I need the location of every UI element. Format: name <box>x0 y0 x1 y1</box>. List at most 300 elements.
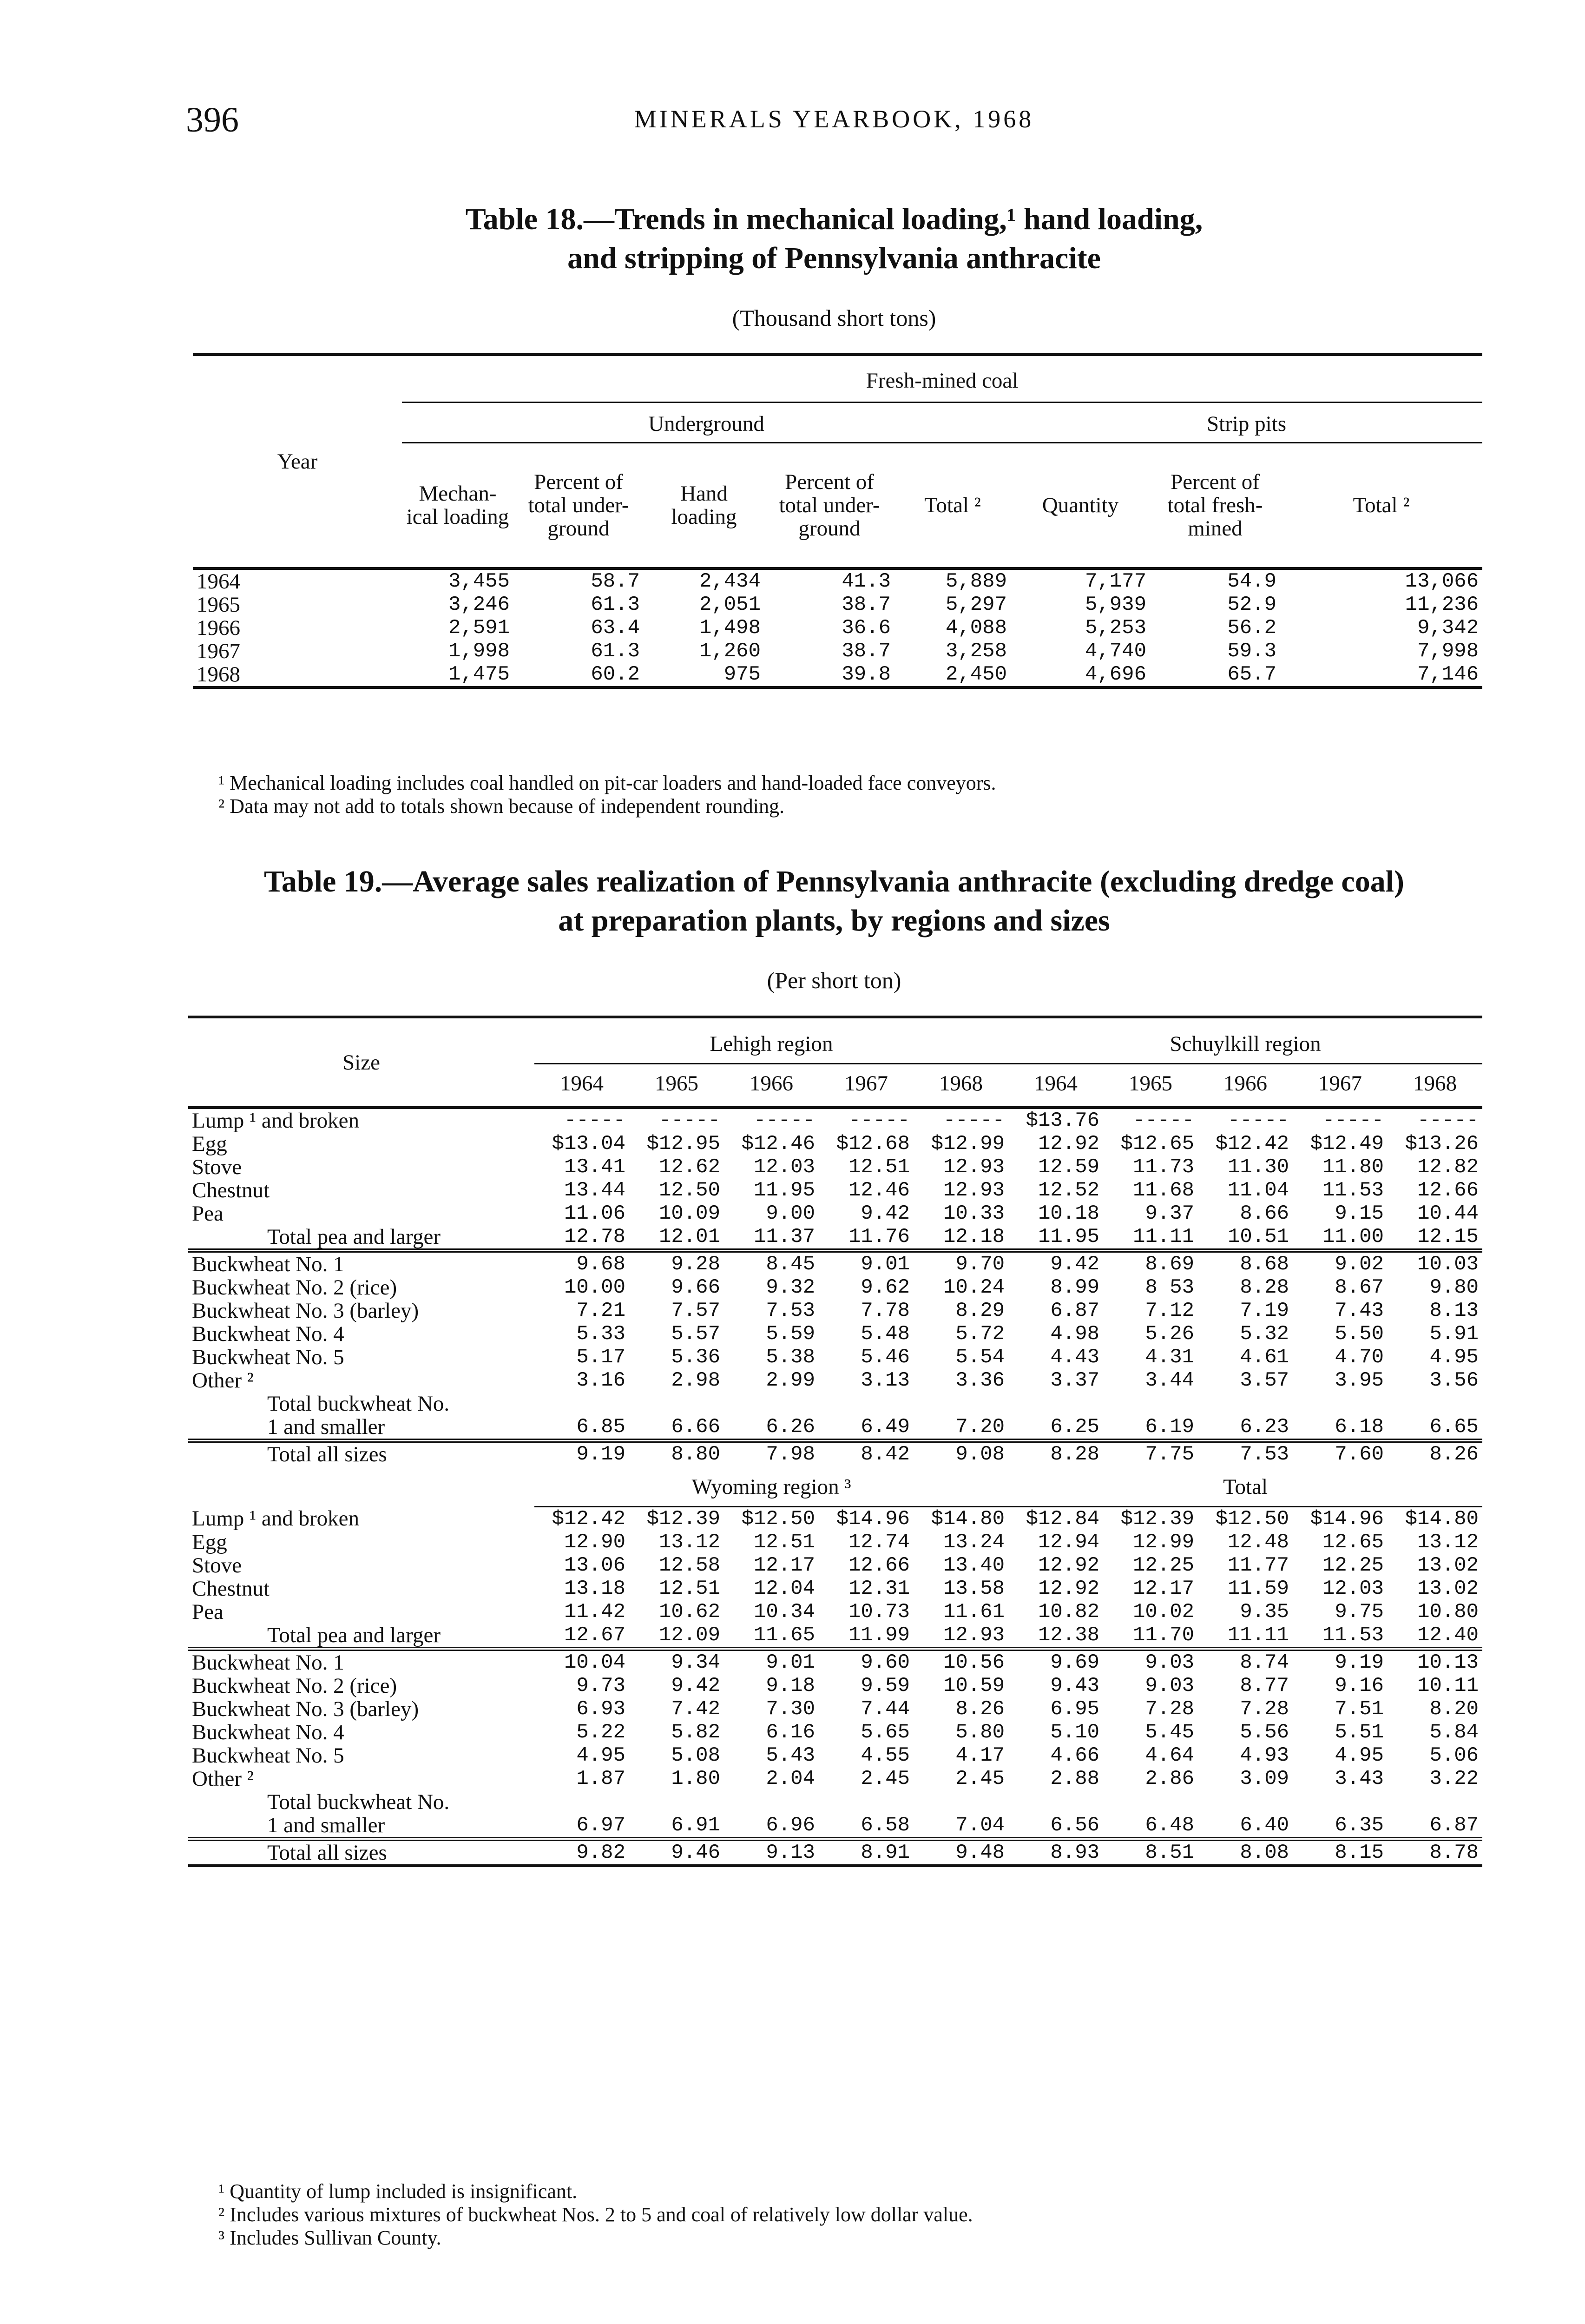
table19-s2-group2-row-value: 9.60 <box>861 1651 910 1674</box>
table18-cell-strip_qty: 5,939 <box>1085 593 1146 616</box>
table19-s1-group1-row-value: ----- <box>1417 1109 1479 1132</box>
table19-s2-total-all-row-value: 8.08 <box>1240 1841 1289 1864</box>
table19-s1-group2-row-label: Buckwheat No. 3 (barley) <box>192 1299 419 1322</box>
table18-cell-mech_pct: 61.3 <box>591 593 640 616</box>
table19-s1-group1-row-value: 9.37 <box>1145 1202 1195 1225</box>
table18-fresh-mined-header: Fresh-mined coal <box>402 355 1482 403</box>
table19-s1-group1-row <box>188 1132 1482 1155</box>
table19-s2-total-all-row-value: 8.15 <box>1335 1841 1384 1864</box>
table18-cell-mech: 2,591 <box>448 616 510 640</box>
table19-s1-total-all-row-value: 8.80 <box>671 1443 720 1466</box>
table18-cell-total_ug: 2,450 <box>945 662 1007 686</box>
table19-s2-group2-row-value: 9.59 <box>861 1674 910 1697</box>
table19-s2-group2-row <box>188 1767 1482 1790</box>
table19-s2-group1-row-value: 12.92 <box>1038 1554 1100 1577</box>
table19-s2-total-pea-row-value: 11.99 <box>848 1624 910 1647</box>
table18-total-header: Total ² <box>1353 493 1410 517</box>
table19-s2-total-buckwheat-blank <box>1198 1790 1293 1814</box>
table19-s2-group2-row-value: 9.69 <box>1050 1651 1100 1674</box>
table19-s2-group1-row-value: 13.40 <box>943 1554 1005 1577</box>
table19-s1-group2-row-value: 2.98 <box>671 1369 720 1392</box>
table19-s2-group1-row-value: 13.18 <box>564 1577 625 1600</box>
table19-s1-group1-row-value: $13.04 <box>552 1132 625 1155</box>
table19-s1-group2-row-value: 9.32 <box>766 1276 815 1299</box>
table19-s1-group2-row-value: 8.99 <box>1050 1276 1100 1299</box>
table19-s2-group1-row-value: $12.50 <box>1215 1507 1289 1531</box>
table18-cell-total_ug: 5,297 <box>945 593 1007 616</box>
table19-s2-group2-row-value: 5.56 <box>1240 1721 1289 1744</box>
table19-s2-total-all-row-value: 8.51 <box>1145 1841 1195 1864</box>
table19-s2-total-pea-row-value: 11.70 <box>1133 1624 1195 1647</box>
table19-s2-group1-row-value: $14.96 <box>1310 1507 1384 1531</box>
table19-s1-group1-row-value: 12.92 <box>1038 1132 1100 1155</box>
table18-cell-total: 11,236 <box>1405 593 1479 616</box>
table19-s2-group1-row-value: 12.66 <box>848 1554 910 1577</box>
table19-s2-group2-row-value: 7.42 <box>671 1697 720 1721</box>
table19-s2-total-buckwheat-blank <box>914 1790 1008 1814</box>
table19-s1-group2-row-value: 6.87 <box>1050 1299 1100 1322</box>
table18-year-cell: 1965 <box>197 593 240 616</box>
table18-row-1967 <box>193 640 1482 663</box>
table18-cell-hand: 2,434 <box>699 569 761 593</box>
table18-cell-hand_pct: 38.7 <box>842 639 891 663</box>
table19-s2-group2-row <box>188 1721 1482 1744</box>
table19-s1-group1-row-value: 12.51 <box>848 1155 910 1179</box>
table19-s1-total-all-row <box>188 1441 1482 1466</box>
table19-s2-group2-row-value: 6.93 <box>576 1697 625 1721</box>
table19-s1-group2-row-value: 8.29 <box>955 1299 1005 1322</box>
table19-s2-group1-row-value: 12.04 <box>753 1577 815 1600</box>
table19-s2-total-buckwheat-blank <box>1388 1790 1482 1814</box>
table19-s2-group2-row-value: 4.93 <box>1240 1744 1289 1767</box>
table19-year-header: 1967 <box>844 1071 888 1096</box>
table19-s1-total-all-row-value: 8.28 <box>1050 1443 1100 1466</box>
table18-hand-loading-header: Hand loading <box>671 481 737 529</box>
table19-s1-group2-row-value: 4.95 <box>1429 1346 1479 1369</box>
table18-cell-mech: 3,246 <box>448 593 510 616</box>
table18-cell-total: 7,998 <box>1417 639 1479 663</box>
table19-s2-group2-row-value: 7.28 <box>1145 1697 1195 1721</box>
table19-s2-group1-row-value: 10.34 <box>753 1600 815 1624</box>
table19-s1-group2-row-label: Buckwheat No. 1 <box>192 1252 344 1276</box>
table19-s2-group2-row-value: 9.19 <box>1335 1651 1384 1674</box>
table19-s2-group1-row-value: 9.35 <box>1240 1600 1289 1624</box>
table19-s1-total-buckwheat-blank <box>1008 1392 1103 1415</box>
table19-s1-total-buckwheat-blank <box>534 1392 629 1415</box>
table19-s2-group1-row <box>188 1531 1482 1554</box>
table19-s2-total-all-row-value: 9.13 <box>766 1841 815 1864</box>
table19-s1-group1-row-value: 12.50 <box>658 1179 720 1202</box>
table19-s2-group1-row-label: Lump ¹ and broken <box>192 1506 359 1531</box>
table19-s2-total-all-row-label: Total all sizes <box>267 1841 387 1865</box>
table19-s2-group1-row-value: $12.50 <box>741 1507 815 1531</box>
table19-s1-group2-row-value: 3.36 <box>955 1369 1005 1392</box>
table18-cell-mech: 3,455 <box>448 569 510 593</box>
table19-s1-group1-row <box>188 1108 1482 1132</box>
table19-s1-group1-row-value: 9.00 <box>766 1202 815 1225</box>
table19-s2-group2-row-value: 9.73 <box>576 1674 625 1697</box>
table18-row-1964 <box>193 568 1482 593</box>
table19-s1-total-pea-row-value: 11.11 <box>1133 1225 1195 1248</box>
table19-s2-group2-row-value: 9.42 <box>671 1674 720 1697</box>
table19-s2-group1-row-label: Stove <box>192 1554 242 1577</box>
table18-year-cell: 1966 <box>197 616 240 640</box>
table19-s1-group1-row-value: 12.93 <box>943 1179 1005 1202</box>
table19-s1-group1-row-value: ----- <box>1133 1109 1195 1132</box>
table19-s2-group1-row-value: 12.99 <box>1133 1531 1195 1554</box>
table19-s2-group2-row-value: 7.44 <box>861 1697 910 1721</box>
table18-cell-strip_pct: 52.9 <box>1227 593 1276 616</box>
table19-s2-group2-row-value: 5.84 <box>1429 1721 1479 1744</box>
table19-s1-total-all-row-value: 9.08 <box>955 1443 1005 1466</box>
table19-s1-group1-row-value: 10.33 <box>943 1202 1005 1225</box>
table19-s1-group2-row-value: 8.28 <box>1240 1276 1289 1299</box>
table19-s1-group2-row-value: 5.54 <box>955 1346 1005 1369</box>
table18-cell-total: 7,146 <box>1417 662 1479 686</box>
table19-s2-group2-row-value: 8.77 <box>1240 1674 1289 1697</box>
table18-percent-fresh-mined-header: Percent of total fresh- mined <box>1167 469 1263 541</box>
table19-header-row-1 <box>188 1017 1482 1064</box>
table19-s1-total-pea-row-value: 12.01 <box>658 1225 720 1248</box>
table19-s2-group2-row-label: Buckwheat No. 2 (rice) <box>192 1674 397 1697</box>
table19-s2-group2-row-value: 2.45 <box>861 1767 910 1790</box>
table19-s1-total-buckwheat-row-1 <box>188 1392 1482 1415</box>
table19-s2-group2-row-value: 8.20 <box>1429 1697 1479 1721</box>
table19-s2-group2-row-value: 4.64 <box>1145 1744 1195 1767</box>
table19-s1-group1-row-value: $12.65 <box>1120 1132 1195 1155</box>
table19-s1-total-buckwheat-row-2-value: 6.66 <box>671 1415 720 1439</box>
table19-s1-group1-row-value: ----- <box>848 1109 910 1132</box>
table19-size-header: Size <box>188 1017 534 1108</box>
table19-s2-group2-row-value: 4.95 <box>1335 1744 1384 1767</box>
table19-s2-total-buckwheat-row-2-value: 6.87 <box>1429 1814 1479 1837</box>
table19-s1-group2-row-value: 7.21 <box>576 1299 625 1322</box>
table19-s2-group2-row-value: 1.87 <box>576 1767 625 1790</box>
table19-s2-group2-row-value: 2.88 <box>1050 1767 1100 1790</box>
table18-cell-hand_pct: 38.7 <box>842 593 891 616</box>
table19-year-header: 1967 <box>1318 1071 1362 1096</box>
table19-s2-total-pea-row-value: 12.67 <box>564 1624 625 1647</box>
table19-s1-group2-row-value: 4.70 <box>1335 1346 1384 1369</box>
table19-s1-group2-row-label: Other ² <box>192 1369 254 1392</box>
table19-s1-group2-row <box>188 1322 1482 1346</box>
table19-s1-group2-row-value: 5.50 <box>1335 1322 1384 1346</box>
table19-s1-group2-row-value: 9.66 <box>671 1276 720 1299</box>
table19-s1-total-all-row-value: 7.60 <box>1335 1443 1384 1466</box>
table19-s1-group2-row-value: 5.33 <box>576 1322 625 1346</box>
table19-s1-group2-row-value: 4.61 <box>1240 1346 1289 1369</box>
table18-total-underground-header: Total ² <box>924 493 981 517</box>
table18 <box>193 353 1482 689</box>
table19-s1-total-buckwheat-blank <box>629 1392 724 1415</box>
table19-s2-group1-row-value: 12.31 <box>848 1577 910 1600</box>
table19-s1-group1-row-value: $13.26 <box>1405 1132 1479 1155</box>
table19-s1-group2-row-value: 10.24 <box>943 1276 1005 1299</box>
table19-s1-group2-row-value: 5.57 <box>671 1322 720 1346</box>
table19-s1-group2-row-value: 8.68 <box>1240 1253 1289 1276</box>
table19-year-header: 1964 <box>560 1071 604 1096</box>
table18-cell-strip_qty: 5,253 <box>1085 616 1146 640</box>
table19-s2-group2-row-value: 5.51 <box>1335 1721 1384 1744</box>
table19-s1-group1-row-value: 12.82 <box>1417 1155 1479 1179</box>
table19-s2-group2-row-value: 5.45 <box>1145 1721 1195 1744</box>
table19-s2-group2-row-label: Buckwheat No. 5 <box>192 1744 344 1767</box>
table19-s1-group2-row-value: 9.28 <box>671 1253 720 1276</box>
table19-s2-group2-row-value: 4.66 <box>1050 1744 1100 1767</box>
table19-s2-group2-row <box>188 1674 1482 1697</box>
table18-cell-hand_pct: 36.6 <box>842 616 891 640</box>
table19-s2-group1-row-value: 12.17 <box>1133 1577 1195 1600</box>
table18-cell-mech_pct: 61.3 <box>591 639 640 663</box>
table19-s1-group1-row-value: 9.15 <box>1335 1202 1384 1225</box>
table19-s1-total-pea-row-value: 12.78 <box>564 1225 625 1248</box>
table19-s1-group1-row-value: 11.80 <box>1322 1155 1384 1179</box>
table19-s1-group2-row-value: 2.99 <box>766 1369 815 1392</box>
table19-s1-total-pea-row-value: 11.95 <box>1038 1225 1100 1248</box>
table19-s1-total-buckwheat-blank <box>819 1392 914 1415</box>
table19-s2-group1-row-value: 13.12 <box>1417 1531 1479 1554</box>
table18-cell-strip_pct: 56.2 <box>1227 616 1276 640</box>
table19-s1-total-buckwheat-row-2-value: 6.49 <box>861 1415 910 1439</box>
table19-s1-group2-row-value: 10.03 <box>1417 1253 1479 1276</box>
table19-year-header: 1968 <box>1413 1071 1457 1096</box>
table19-year-header: 1965 <box>655 1071 698 1096</box>
table19-s2-total-all-row-value: 9.82 <box>576 1841 625 1864</box>
table18-percent-underground-header-2: Percent of total under- ground <box>779 469 880 541</box>
table19-year-header: 1964 <box>1034 1071 1078 1096</box>
table19-s1-total-buckwheat-row-2 <box>188 1415 1482 1441</box>
table19-s1-group2-row <box>188 1299 1482 1322</box>
table19-s1-total-buckwheat-row-2-value: 6.25 <box>1050 1415 1100 1439</box>
table19-s1-group1-row-value: 11.73 <box>1133 1155 1195 1179</box>
table19-s1-group2-row-value: 3.56 <box>1429 1369 1479 1392</box>
table19-s2-group2-row-value: 7.51 <box>1335 1697 1384 1721</box>
table19-footnote-2: ² Includes various mixtures of buckwheat Nos. 2 to 5 and coal of relatively low dollar value. <box>218 2203 973 2226</box>
table19-s1-group2-row-value: 5.48 <box>861 1322 910 1346</box>
table18-title <box>186 200 1482 278</box>
table19-s1-group2-row <box>188 1369 1482 1392</box>
table18-cell-total_ug: 3,258 <box>945 639 1007 663</box>
table19-s1-group2-row-value: 5.26 <box>1145 1322 1195 1346</box>
table19-title-line2: at preparation plants, by regions and sizes <box>558 904 1110 938</box>
table18-cell-strip_qty: 7,177 <box>1085 569 1146 593</box>
table19-s2-group2-row-value: 9.43 <box>1050 1674 1100 1697</box>
table18-header-row-1 <box>193 355 1482 403</box>
table19-s2-group2-row-value: 5.43 <box>766 1744 815 1767</box>
table19-s2-group1-row-value: 13.02 <box>1417 1577 1479 1600</box>
table19-lehigh-header: Lehigh region <box>534 1017 1008 1064</box>
table19-s2-group1-row-value: 9.75 <box>1335 1600 1384 1624</box>
table19-s2-group2-row-value: 6.16 <box>766 1721 815 1744</box>
table19-s1-group2-row <box>188 1276 1482 1299</box>
table19-s2-group1-row-value: $12.39 <box>1120 1507 1195 1531</box>
table19-s2-group1-row-value: $12.42 <box>552 1507 625 1531</box>
table18-cell-total_ug: 4,088 <box>945 616 1007 640</box>
table19-s1-total-buckwheat-label-1: Total buckwheat No. <box>267 1392 450 1415</box>
table18-cell-mech: 1,998 <box>448 639 510 663</box>
table18-cell-mech_pct: 60.2 <box>591 662 640 686</box>
table19-s2-group1-row-value: 12.48 <box>1228 1531 1289 1554</box>
table18-quantity-header: Quantity <box>1042 493 1119 517</box>
table19-s1-group2-row-value: 5.38 <box>766 1346 815 1369</box>
table19-s2-total-buckwheat-row-2-value: 7.04 <box>955 1814 1005 1837</box>
table19-s1-group1-row-label: Pea <box>192 1202 224 1225</box>
table19-s1-group2-row-value: 9.01 <box>861 1253 910 1276</box>
table19-s1-group2-row-value: 3.13 <box>861 1369 910 1392</box>
table19-s1-group1-row-value: $13.76 <box>1026 1109 1100 1132</box>
table19-s2-total-pea-row-value: 11.53 <box>1322 1624 1384 1647</box>
table19-s2-total-buckwheat-blank <box>629 1790 724 1814</box>
table19-s1-group2-row-value: 3.44 <box>1145 1369 1195 1392</box>
table18-cell-mech: 1,475 <box>448 662 510 686</box>
table18-cell-hand_pct: 41.3 <box>842 569 891 593</box>
table19-s1-group2-row-value: 5.32 <box>1240 1322 1289 1346</box>
table19-s1-group1-row-value: $12.68 <box>836 1132 910 1155</box>
table19-s1-group1-row-value: 10.44 <box>1417 1202 1479 1225</box>
table19-s2-total-all-row-value: 8.91 <box>861 1841 910 1864</box>
table19-s1-group2-row-value: 8 53 <box>1145 1276 1195 1299</box>
table19-s1-group1-row-value: 9.42 <box>861 1202 910 1225</box>
table18-cell-total: 9,342 <box>1417 616 1479 640</box>
table19-s2-group2-row-value: 9.03 <box>1145 1651 1195 1674</box>
table19-s2-group2-row-label: Buckwheat No. 3 (barley) <box>192 1697 419 1721</box>
table19-s2-group1-row <box>188 1600 1482 1624</box>
table19-s2-total-buckwheat-row-2-value: 6.96 <box>766 1814 815 1837</box>
table19-s2-group2-row-value: 2.04 <box>766 1767 815 1790</box>
table19-s2-group2-row <box>188 1649 1482 1675</box>
table19-s1-group2-row-value: 8.45 <box>766 1253 815 1276</box>
table19-s1-total-buckwheat-row-2-value: 6.85 <box>576 1415 625 1439</box>
table19-s1-total-all-row-value: 7.98 <box>766 1443 815 1466</box>
table19-s2-group2-row-value: 8.26 <box>955 1697 1005 1721</box>
table19-s1-group2-row-value: 9.68 <box>576 1253 625 1276</box>
table19-year-header: 1968 <box>939 1071 983 1096</box>
table19-s1-group1-row-value: 11.68 <box>1133 1179 1195 1202</box>
table19-s2-total-all-row <box>188 1839 1482 1866</box>
table19-s2-group1-row-value: 12.25 <box>1322 1554 1384 1577</box>
table19-s2-group2-row-value: 10.11 <box>1417 1674 1479 1697</box>
table18-cell-strip_qty: 4,696 <box>1085 662 1146 686</box>
table19-s2-group1-row-value: 11.59 <box>1228 1577 1289 1600</box>
table19-s2-group1-row-value: 11.61 <box>943 1600 1005 1624</box>
table19-s2-group1-row-value: 12.90 <box>564 1531 625 1554</box>
table19-s2-group2-row-value: 10.56 <box>943 1651 1005 1674</box>
table19-s1-total-buckwheat-row-2-label: 1 and smaller <box>267 1415 385 1439</box>
table19-s1-total-buckwheat-row-2-value: 7.20 <box>955 1415 1005 1439</box>
table18-mechanical-loading-header: Mechan- ical loading <box>406 481 509 529</box>
table19-s2-total-buckwheat-blank <box>1008 1790 1103 1814</box>
table19-s1-group1-row-value: 8.66 <box>1240 1202 1289 1225</box>
table18-title-line1: Table 18.—Trends in mechanical loading,¹ hand loading, <box>465 202 1203 236</box>
table19-s1-group1-row-value: $12.42 <box>1215 1132 1289 1155</box>
table19-s1-group2-row-value: 3.37 <box>1050 1369 1100 1392</box>
table19-s1-group1-row-value: ----- <box>943 1109 1005 1132</box>
table19-s2-group2-row-value: 2.45 <box>955 1767 1005 1790</box>
table19-s1-group1-row-value: 11.30 <box>1228 1155 1289 1179</box>
table19-s2-group1-row-value: 12.65 <box>1322 1531 1384 1554</box>
table19-s1-total-all-row-value: 7.53 <box>1240 1443 1289 1466</box>
table19-total-header: Total <box>1008 1466 1482 1507</box>
table19-s1-group1-row-value: 11.06 <box>564 1202 625 1225</box>
table19-s2-group2-row-value: 9.16 <box>1335 1674 1384 1697</box>
table19-s2-total-pea-row-value: 11.65 <box>753 1624 815 1647</box>
table19-s1-group1-row-value: 12.62 <box>658 1155 720 1179</box>
table18-year-cell: 1964 <box>197 569 240 593</box>
table19-s1-group1-row-label: Egg <box>192 1132 227 1155</box>
table19-s1-group2-row-label: Buckwheat No. 2 (rice) <box>192 1276 397 1299</box>
table19-s2-group1-row-value: 11.42 <box>564 1600 625 1624</box>
table19-s1-group1-row-value: ----- <box>1322 1109 1384 1132</box>
table19-s2-group1-row <box>188 1554 1482 1577</box>
table19-s2-group2-row-value: 9.34 <box>671 1651 720 1674</box>
table19-s1-total-buckwheat-row-2-value: 6.18 <box>1335 1415 1384 1439</box>
table19-region-row-2 <box>188 1466 1482 1507</box>
table19-s2-group2-row-value: 5.82 <box>671 1721 720 1744</box>
table19-s2-group1-row <box>188 1577 1482 1600</box>
table19-s2-group2-row-value: 4.55 <box>861 1744 910 1767</box>
table19-s1-group1-row-value: $12.95 <box>646 1132 720 1155</box>
table19-s1-group2-row-value: 7.12 <box>1145 1299 1195 1322</box>
table18-cell-total: 13,066 <box>1405 569 1479 593</box>
table19-s1-group1-row-value: 11.04 <box>1228 1179 1289 1202</box>
table19-s1-group2-row-value: 5.17 <box>576 1346 625 1369</box>
table19-s2-total-buckwheat-blank <box>819 1790 914 1814</box>
table19-s2-group1-row-value: 13.58 <box>943 1577 1005 1600</box>
table19-s1-group1-row-value: $12.99 <box>931 1132 1005 1155</box>
table19-s1-group1-row-value: 10.09 <box>658 1202 720 1225</box>
table19-s2-group2-row-label: Buckwheat No. 4 <box>192 1721 344 1744</box>
table19-s1-group2-row-value: 3.95 <box>1335 1369 1384 1392</box>
table18-row-1968 <box>193 663 1482 687</box>
table19-s2-group1-row-value: 12.03 <box>1322 1577 1384 1600</box>
table19-s2-group2-row-value: 4.95 <box>576 1744 625 1767</box>
table19-s1-total-buckwheat-row-2-value: 6.65 <box>1429 1415 1479 1439</box>
table19-s2-total-buckwheat-row-1 <box>188 1790 1482 1814</box>
table18-year-header: Year <box>193 355 402 568</box>
table19-s1-group1-row-value: 13.41 <box>564 1155 625 1179</box>
table19-s1-group1-row-value: 12.66 <box>1417 1179 1479 1202</box>
table18-cell-hand: 975 <box>723 662 761 686</box>
table19-s2-group2-row-value: 2.86 <box>1145 1767 1195 1790</box>
table19 <box>188 1016 1482 1867</box>
table19-s1-group1-row-value: ----- <box>658 1109 720 1132</box>
table19-s2-group2-row-label: Other ² <box>192 1767 254 1790</box>
table19-s1-total-all-row-value: 9.19 <box>576 1443 625 1466</box>
table19-title-line1: Table 19.—Average sales realization of Pennsylvania anthracite (excluding dredge coal) <box>263 865 1405 898</box>
table19-s1-group2-row-value: 5.72 <box>955 1322 1005 1346</box>
table18-title-line2: and stripping of Pennsylvania anthracite <box>567 241 1101 275</box>
table19-s1-group2-row-value: 5.91 <box>1429 1322 1479 1346</box>
table19-s2-group1-row-value: 12.51 <box>658 1577 720 1600</box>
table19-s2-total-pea-row-value: 12.40 <box>1417 1624 1479 1647</box>
table19-s2-group2-row-value: 3.09 <box>1240 1767 1289 1790</box>
table19-s1-group1-row-value: 12.46 <box>848 1179 910 1202</box>
table18-row-1965 <box>193 593 1482 616</box>
table18-year-cell: 1968 <box>197 662 240 687</box>
table19-s1-total-buckwheat-row-2-value: 6.26 <box>766 1415 815 1439</box>
table19-s1-group1-row-label: Stove <box>192 1155 242 1179</box>
table18-cell-mech_pct: 58.7 <box>591 569 640 593</box>
table19-s2-group2-row-value: 8.74 <box>1240 1651 1289 1674</box>
table19-s2-group1-row-label: Egg <box>192 1531 227 1554</box>
table19-s2-group1-row-value: 10.80 <box>1417 1600 1479 1624</box>
table19-s1-group1-row-value: ----- <box>564 1109 625 1132</box>
table19-s1-group2-row-value: 9.02 <box>1335 1253 1384 1276</box>
table19-s2-group1-row-value: 13.12 <box>658 1531 720 1554</box>
table19-s1-group1-row-label: Lump ¹ and broken <box>192 1109 359 1132</box>
table19-footnotes <box>218 2180 973 2250</box>
table19-s2-total-pea-row-label: Total pea and larger <box>267 1624 441 1647</box>
